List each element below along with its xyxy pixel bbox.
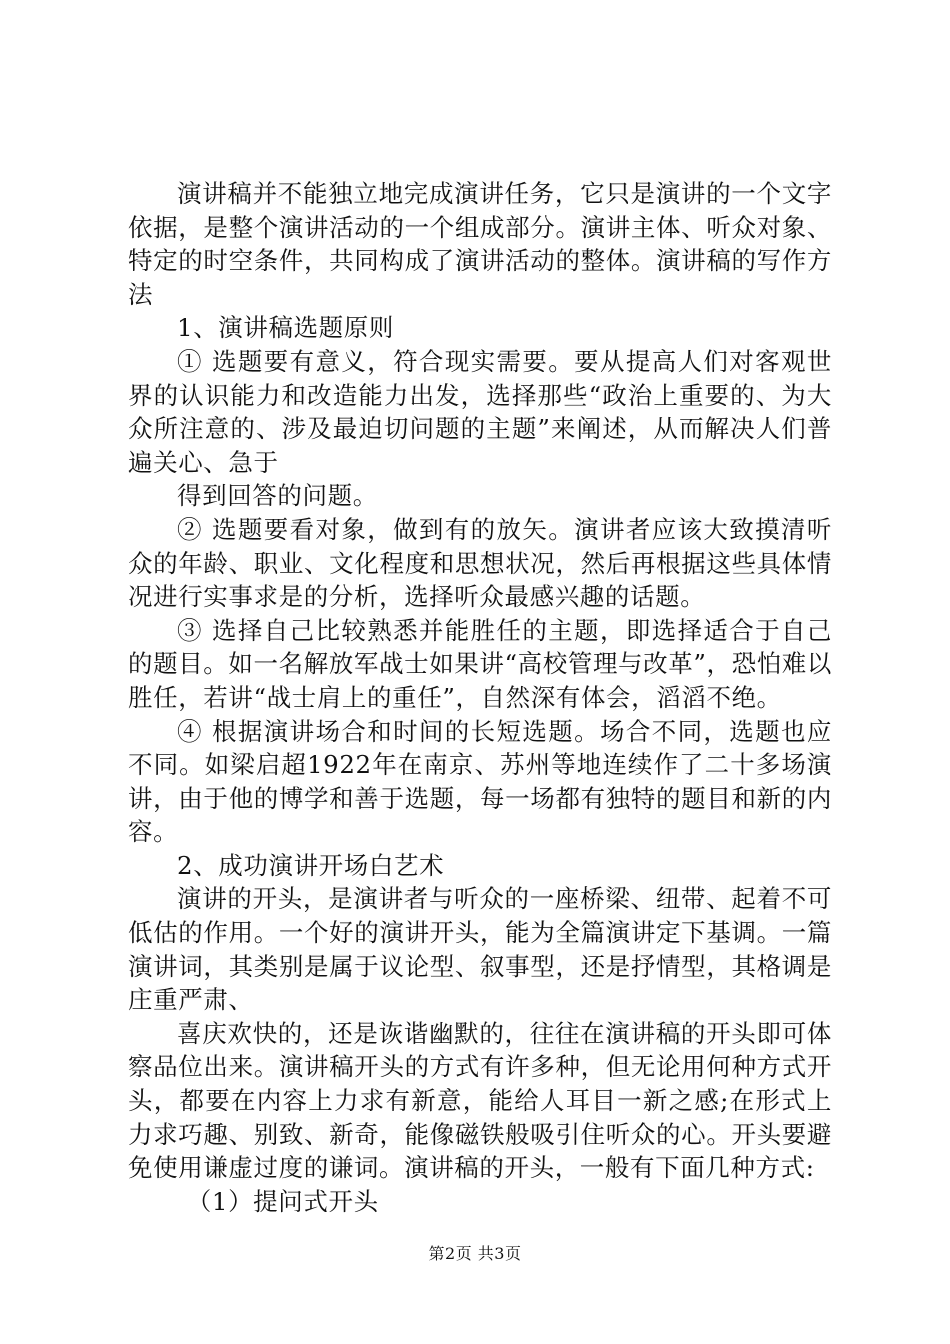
heading-question-opening: （1）提问式开头 [186,1186,379,1216]
page-number-footer: 第2页 共3页 [428,1244,522,1263]
paragraph-principle-3: ③ 选择自己比较熟悉并能胜任的主题，即选择适合于自己的题目。如一名解放军战士如果讲“高校管理与改革”，恐怕难以胜任，若讲“战士肩上的重任”，自然深有体会，滔滔不绝。 [128,615,832,712]
paragraph-principle-4: ④ 根据演讲场合和时间的长短选题。场合不同，选题也应不同。如梁启超1922年在南京、苏州等地连续作了二十多场演讲，由于他的博学和善于选题，每一场都有独特的题目和新的内容。 [128,716,832,847]
heading-opening-art: 2、成功演讲开场白艺术 [177,850,445,880]
paragraph-principle-1: ① 选题要有意义，符合现实需要。要从提高人们对客观世界的认识能力和改造能力出发，选择那些“政治上重要的、为大众所注意的、涉及最迫切问题的主题”来阐述，从而解决人们普遍关心、急于 [128,346,832,477]
body-text [128,177,832,1218]
paragraph-principle-1-continued: 得到回答的问题。 [177,481,378,511]
heading-topic-principles: 1、演讲稿选题原则 [177,313,394,343]
paragraph-principle-2: ② 选题要看对象，做到有的放矢。演讲者应该大致摸清听众的年龄、职业、文化程度和思想状况，然后再根据这些具体情况进行实事求是的分析，选择听众最感兴趣的话题。 [128,514,832,612]
paragraph-intro: 演讲稿并不能独立地完成演讲任务，它只是演讲的一个文字依据，是整个演讲活动的一个组成部分。演讲主体、听众对象、特定的时空条件，共同构成了演讲活动的整体。演讲稿的写作方法 [128,179,832,309]
paragraph-opening-1: 演讲的开头，是演讲者与听众的一座桥梁、纽带、起着不可低估的作用。一个好的演讲开头，能为全篇演讲定下基调。一篇演讲词，其类别是属于议论型、叙事型，还是抒情型，其格调是庄重严肃、 [128,884,832,1015]
paragraph-opening-2: 喜庆欢快的，还是诙谐幽默的，往往在演讲稿的开头即可体察品位出来。演讲稿开头的方式有许多种，但无论用何种方式开头，都要在内容上力求有新意，能给人耳目一新之感;在形式上力求巧趣、别致、新奇，能像磁铁般吸引住听众的心。开头要避免使用谦虚过度的谦词。演讲稿的开头，一般有下面几种方式: [128,1018,832,1183]
